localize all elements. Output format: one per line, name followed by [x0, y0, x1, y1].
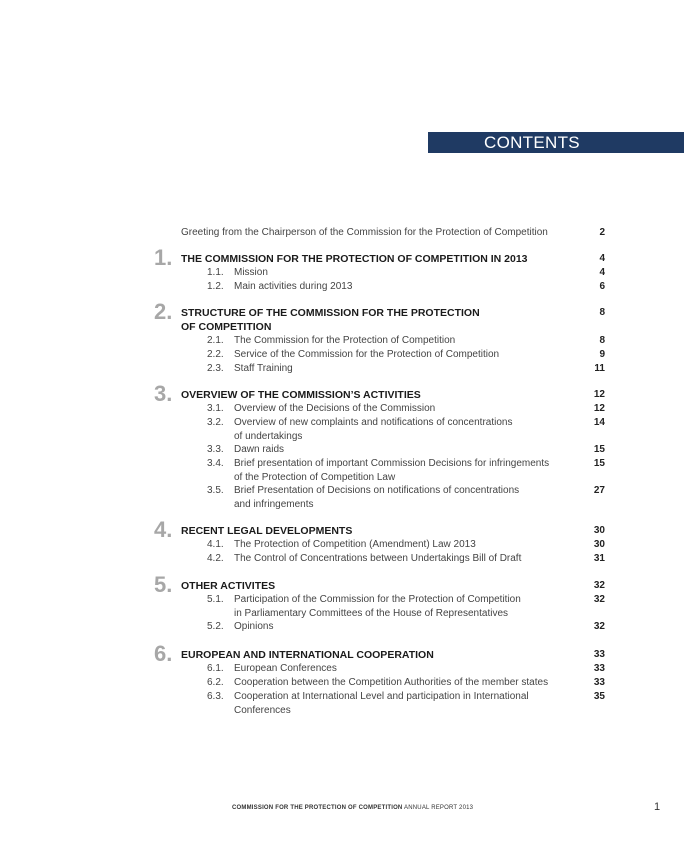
toc-section-6 — [154, 641, 605, 717]
section-title: EUROPEAN AND INTERNATIONAL COOPERATION — [181, 649, 434, 661]
section-number: 3. — [154, 381, 173, 406]
section-title: OVERVIEW OF THE COMMISSION’S ACTIVITIES — [181, 389, 421, 401]
subentry-text-line-2: in Parliamentary Committees of the House of Representatives — [234, 607, 509, 619]
section-title: OTHER ACTIVITES — [181, 580, 276, 592]
subentry-number: 1.1. — [207, 267, 224, 278]
section-number: 1. — [154, 245, 173, 270]
subentry-text-line-1: Brief Presentation of Decisions on notifications of concentrations — [234, 485, 520, 496]
subentry-number: 2.2. — [207, 349, 224, 360]
toc-page-number: 15 — [593, 444, 605, 455]
subentry-text-line-2: and infringements — [234, 498, 314, 510]
subentry-text-line-2: of the Protection of Competition Law — [234, 471, 396, 483]
section-number: 4. — [154, 517, 173, 542]
subentry-number: 3.5. — [207, 485, 224, 496]
subentry-text-line-1: Overview of new complaints and notifications of concentrations — [234, 417, 513, 428]
subentry-number: 5.1. — [207, 594, 224, 605]
toc-page-number: 12 — [593, 389, 605, 400]
toc-subentry[interactable] — [204, 593, 605, 620]
toc-subentry[interactable] — [204, 443, 605, 457]
section-title: THE COMMISSION FOR THE PROTECTION OF COMPETITION IN 2013 — [181, 253, 528, 265]
subentry-text: Service of the Commission for the Protection of Competition — [234, 349, 500, 360]
section-number: 6. — [154, 641, 173, 666]
toc-page-number: 30 — [593, 525, 605, 536]
section-heading[interactable] — [181, 306, 605, 334]
toc-page-number: 4 — [599, 253, 605, 264]
toc-subentry[interactable] — [204, 662, 605, 676]
subentry-number: 4.2. — [207, 553, 224, 564]
toc-page-number: 14 — [593, 417, 605, 428]
subentry-text: The Commission for the Protection of Competition — [234, 335, 456, 346]
toc-subentry[interactable] — [204, 484, 605, 511]
subentry-text — [234, 593, 574, 620]
subentry-text: Cooperation between the Competition Authorities of the member states — [234, 677, 549, 688]
footer-report: ANNUAL REPORT 2013 — [404, 805, 474, 811]
toc-section-5 — [154, 572, 605, 634]
toc-subentry[interactable] — [204, 538, 605, 552]
section-number: 5. — [154, 572, 173, 597]
toc-entry-greeting[interactable] — [181, 226, 605, 240]
page-title: CONTENTS — [484, 133, 580, 152]
subentry-text: Mission — [234, 267, 268, 278]
toc-page-number: 15 — [593, 458, 605, 469]
section-heading[interactable] — [181, 252, 605, 266]
section-title-line-1: STRUCTURE OF THE COMMISSION FOR THE PROTECTION — [181, 307, 480, 319]
page-number: 1 — [654, 801, 661, 813]
subentry-number: 3.1. — [207, 403, 224, 414]
section-title-line-2: OF COMPETITION — [181, 321, 272, 333]
subentry-text: Opinions — [234, 621, 274, 632]
toc-page-number: 32 — [593, 580, 605, 591]
toc-page-number: 35 — [593, 691, 605, 702]
section-title: RECENT LEGAL DEVELOPMENTS — [181, 525, 353, 537]
toc-page-number: 32 — [593, 621, 605, 632]
toc-page-number: 33 — [593, 663, 605, 674]
toc-page-number: 8 — [599, 335, 605, 346]
subentry-text-line-2: of undertakings — [234, 430, 303, 442]
contents-banner — [428, 132, 684, 153]
section-number: 2. — [154, 299, 173, 324]
subentry-text-line-1: Participation of the Commission for the Protection of Competition — [234, 594, 521, 605]
subentry-number: 6.2. — [207, 677, 224, 688]
subentry-number: 1.2. — [207, 281, 224, 292]
subentry-text: Main activities during 2013 — [234, 281, 353, 292]
subentry-text: Dawn raids — [234, 444, 285, 455]
subentry-text — [234, 457, 574, 484]
toc-subentry[interactable] — [204, 334, 605, 348]
toc-page-number: 4 — [599, 267, 605, 278]
toc-page-number: 9 — [599, 349, 605, 360]
subentry-number: 2.3. — [207, 363, 224, 374]
toc-subentry[interactable] — [204, 552, 605, 566]
toc-section-2 — [154, 299, 605, 376]
toc-subentry[interactable] — [204, 280, 605, 294]
toc-entry-text: Greeting from the Chairperson of the Commission for the Protection of Competition — [181, 227, 548, 238]
toc-subentry[interactable] — [204, 348, 605, 362]
subentry-number: 3.4. — [207, 458, 224, 469]
subentry-text-line-2: Conferences — [234, 704, 291, 716]
toc-page-number: 27 — [593, 485, 605, 496]
toc-page-number: 33 — [593, 649, 605, 660]
subentry-text-line-1: Brief presentation of important Commission Decisions for infringements — [234, 458, 550, 469]
section-heading[interactable] — [181, 524, 605, 538]
toc-page-number: 33 — [593, 677, 605, 688]
page-footer — [232, 805, 473, 811]
toc-subentry[interactable] — [204, 362, 605, 376]
subentry-text-line-1: Cooperation at International Level and participation in International — [234, 691, 529, 702]
toc-subentry[interactable] — [204, 690, 605, 717]
subentry-number: 3.3. — [207, 444, 224, 455]
toc-subentry[interactable] — [204, 416, 605, 443]
subentry-text — [234, 484, 574, 511]
subentry-text: The Protection of Competition (Amendment) Law 2013 — [234, 539, 476, 550]
subentry-text: Staff Training — [234, 363, 293, 374]
subentry-text: The Control of Concentrations between Undertakings Bill of Draft — [234, 553, 522, 564]
toc-page-number: 32 — [593, 594, 605, 605]
toc-page-number: 30 — [593, 539, 605, 550]
toc-page-number: 8 — [599, 307, 605, 318]
toc-page-number: 12 — [593, 403, 605, 414]
toc-page-number: 11 — [594, 363, 605, 374]
toc-subentry[interactable] — [204, 266, 605, 280]
subentry-number: 2.1. — [207, 335, 224, 346]
toc-subentry[interactable] — [204, 620, 605, 634]
subentry-text: Overview of the Decisions of the Commission — [234, 403, 436, 414]
toc-section-4 — [154, 517, 605, 566]
section-heading[interactable] — [181, 648, 605, 662]
subentry-number: 5.2. — [207, 621, 224, 632]
toc-subentry[interactable] — [204, 457, 605, 484]
toc-page-number: 31 — [593, 553, 605, 564]
subentry-text — [234, 416, 574, 443]
section-heading[interactable] — [181, 579, 605, 593]
subentry-number: 3.2. — [207, 417, 224, 428]
toc-section-1 — [154, 245, 605, 294]
toc-subentry[interactable] — [204, 676, 605, 690]
subentry-text — [234, 690, 574, 717]
subentry-number: 6.1. — [207, 663, 224, 674]
subentry-text: European Conferences — [234, 663, 337, 674]
subentry-number: 6.3. — [207, 691, 224, 702]
toc-section-3 — [154, 381, 605, 511]
section-heading[interactable] — [181, 388, 605, 402]
toc-page-number: 2 — [599, 227, 605, 238]
toc-page-number: 6 — [599, 281, 605, 292]
toc-subentry[interactable] — [204, 402, 605, 416]
subentry-number: 4.1. — [207, 539, 224, 550]
footer-org: COMMISSION FOR THE PROTECTION OF COMPETITION — [232, 805, 403, 811]
